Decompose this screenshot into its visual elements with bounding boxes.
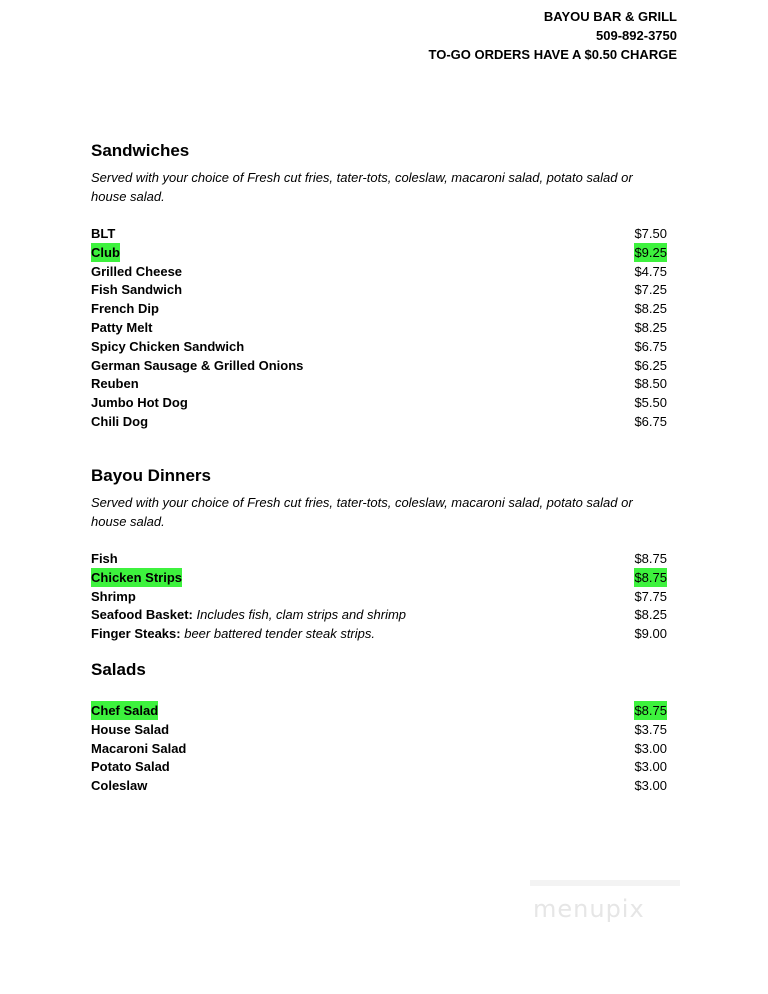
item-name: Grilled Cheese — [91, 263, 183, 279]
menu-item — [91, 299, 667, 318]
menu-item — [91, 412, 667, 431]
item-price: $7.50 — [634, 226, 667, 241]
item-price: $6.25 — [634, 357, 667, 373]
item-price: $6.75 — [634, 413, 667, 429]
menu-item — [91, 605, 667, 624]
menu-item — [91, 739, 667, 758]
menu-item — [91, 280, 667, 299]
item-name: Fish Sandwich — [91, 282, 183, 298]
section-description: Served with your choice of Fresh cut fries, tater-tots, coleslaw, macaroni salad, potato salad or house salad. — [91, 495, 633, 529]
section-title: Salads — [91, 660, 146, 679]
menu-item — [91, 587, 667, 606]
item-name: Potato Salad — [91, 759, 170, 775]
item-name: Macaroni Salad — [91, 740, 187, 756]
item-name: Reuben — [91, 376, 139, 392]
item-name: Chili Dog — [91, 413, 149, 429]
item-price: $3.75 — [634, 721, 667, 737]
item-price: $8.75 — [634, 703, 667, 718]
item-price: $6.75 — [634, 338, 667, 354]
menu-item — [91, 624, 667, 643]
item-name: Spicy Chicken Sandwich — [91, 338, 245, 354]
item-name: Chicken Strips — [91, 569, 183, 585]
menu-item — [91, 776, 667, 795]
menu-item — [91, 243, 667, 262]
menu-item — [91, 318, 667, 337]
item-name-group — [91, 624, 375, 643]
menu-item — [91, 337, 667, 356]
restaurant-name: BAYOU BAR & GRILL — [543, 9, 677, 24]
item-name: Jumbo Hot Dog — [91, 395, 188, 411]
menu-item-list — [91, 224, 667, 431]
salads-section — [91, 659, 667, 795]
dinners-section — [91, 465, 667, 643]
menu-item — [91, 701, 667, 720]
item-name: Club — [91, 244, 120, 260]
section-title: Sandwiches — [91, 141, 190, 160]
item-price: $9.00 — [634, 626, 667, 642]
item-price: $8.25 — [634, 607, 667, 623]
item-name: House Salad — [91, 721, 170, 737]
item-price: $8.50 — [634, 376, 667, 392]
item-price: $3.00 — [634, 740, 667, 756]
item-name: Seafood Basket: — [91, 607, 193, 623]
menu-item — [91, 757, 667, 776]
menu-item-list — [91, 549, 667, 643]
item-price: $8.25 — [634, 301, 667, 317]
menu-item — [91, 393, 667, 412]
item-note: beer battered tender steak strips. — [184, 626, 375, 642]
menu-item-list — [91, 701, 667, 795]
item-name: Shrimp — [91, 588, 136, 604]
menu-item — [91, 262, 667, 281]
item-name: Fish — [91, 551, 118, 566]
item-price: $9.25 — [634, 244, 667, 260]
restaurant-header — [429, 7, 678, 64]
menu-item — [91, 224, 667, 243]
item-price: $3.00 — [634, 778, 667, 794]
togo-notice: TO-GO ORDERS HAVE A $0.50 CHARGE — [428, 47, 677, 62]
item-name: Finger Steaks: — [91, 626, 181, 642]
menu-item — [91, 720, 667, 739]
item-name: German Sausage & Grilled Onions — [91, 357, 304, 373]
item-note: Includes fish, clam strips and shrimp — [196, 607, 407, 623]
item-price: $4.75 — [634, 263, 667, 279]
item-price: $5.50 — [634, 395, 667, 411]
item-name: French Dip — [91, 301, 159, 317]
item-name: Chef Salad — [91, 703, 159, 718]
menu-item — [91, 374, 667, 393]
menu-item — [91, 568, 667, 587]
item-price: $8.25 — [634, 319, 667, 335]
item-price: $7.75 — [634, 588, 667, 604]
sandwiches-section — [91, 140, 667, 431]
item-price: $8.75 — [634, 569, 667, 585]
menu-item — [91, 356, 667, 375]
item-price: $8.75 — [634, 551, 667, 566]
watermark-line — [530, 880, 680, 886]
item-name: Patty Melt — [91, 319, 153, 335]
item-price: $3.00 — [634, 759, 667, 775]
item-name-group — [91, 605, 406, 624]
item-price: $7.25 — [634, 282, 667, 298]
menupix-watermark: menupix — [533, 895, 645, 923]
menu-item — [91, 549, 667, 568]
restaurant-phone: 509-892-3750 — [596, 28, 677, 43]
item-name: Coleslaw — [91, 778, 148, 794]
section-title: Bayou Dinners — [91, 466, 211, 485]
item-name: BLT — [91, 226, 116, 241]
section-description: Served with your choice of Fresh cut fries, tater-tots, coleslaw, macaroni salad, potato salad or house salad. — [91, 170, 633, 204]
